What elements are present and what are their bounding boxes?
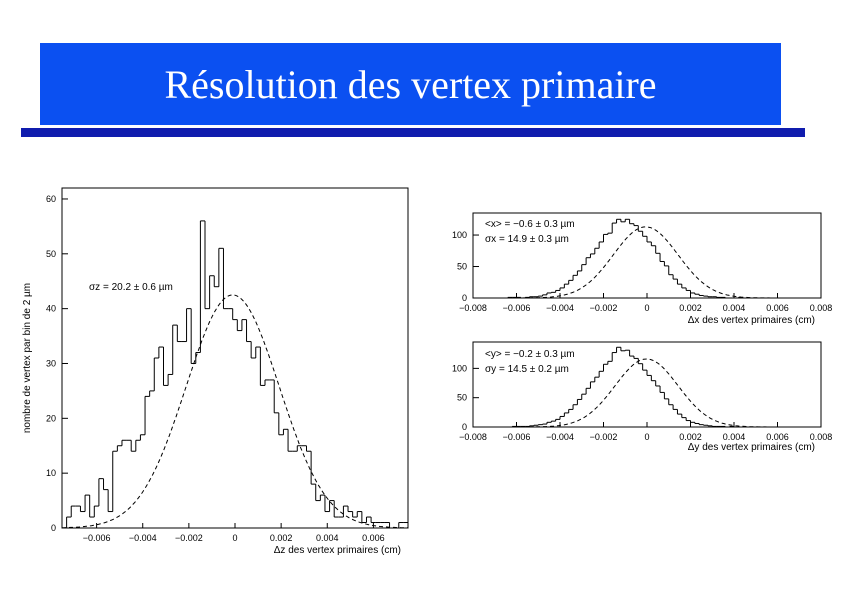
plot-frame <box>62 188 408 528</box>
sigma-y-annotation: σy = 14.5 ± 0.2 µm <box>485 364 569 375</box>
sigma-x-annotation: σx = 14.9 ± 0.3 µm <box>485 234 569 245</box>
y-tick-label: 0 <box>50 523 56 533</box>
x-tick-label: −0.006 <box>502 303 531 313</box>
x-tick-label: 0 <box>232 533 238 543</box>
y-axis-label: nombre de vertex par bin de 2 µm <box>22 282 33 434</box>
mean-y-annotation: <y> = −0.2 ± 0.3 µm <box>485 349 575 360</box>
x-tick-label: 0.004 <box>722 432 746 442</box>
x-tick-label: −0.004 <box>546 432 574 442</box>
y-tick-label: 40 <box>45 303 56 314</box>
x-axis-label: Δx des vertex primaires (cm) <box>687 315 815 326</box>
y-tick-label: 50 <box>456 392 467 403</box>
x-tick-label: 0.002 <box>269 533 293 543</box>
x-tick-label: −0.006 <box>502 432 531 442</box>
x-axis-label: Δy des vertex primaires (cm) <box>687 442 815 453</box>
x-tick-label: 0 <box>644 432 650 442</box>
x-tick-label: −0.002 <box>589 303 618 313</box>
sigma-z-annotation: σz = 20.2 ± 0.6 µm <box>89 282 173 293</box>
y-tick-label: 100 <box>451 230 467 241</box>
x-axis-label: Δz des vertex primaires (cm) <box>273 545 401 556</box>
x-tick-label: −0.002 <box>589 432 618 442</box>
x-tick-label: 0.006 <box>766 303 789 313</box>
x-tick-label: −0.004 <box>128 533 157 543</box>
x-tick-label: 0.004 <box>722 303 746 313</box>
y-tick-label: 10 <box>45 468 56 479</box>
y-tick-label: 30 <box>45 358 56 369</box>
x-tick-label: −0.008 <box>459 432 487 442</box>
y-tick-label: 20 <box>45 413 56 424</box>
x-tick-label: 0.008 <box>809 432 833 442</box>
x-tick-label: −0.004 <box>546 303 574 313</box>
x-tick-label: 0.004 <box>316 533 339 543</box>
histogram-dy-svg <box>440 335 833 455</box>
title-underline <box>21 128 805 137</box>
y-tick-label: 50 <box>45 248 56 259</box>
y-tick-label: 0 <box>461 293 467 303</box>
x-tick-label: 0.006 <box>766 432 789 442</box>
x-tick-label: 0.008 <box>809 303 833 313</box>
x-tick-label: −0.008 <box>459 303 487 313</box>
x-tick-label: 0.006 <box>362 533 385 543</box>
y-tick-label: 50 <box>456 261 467 272</box>
histogram-dx <box>440 203 833 328</box>
x-tick-label: 0 <box>644 303 650 313</box>
y-tick-label: 0 <box>461 422 467 432</box>
histogram-dz-svg <box>14 182 410 560</box>
x-tick-label: −0.006 <box>82 533 111 543</box>
y-tick-label: 100 <box>451 363 467 374</box>
histogram-dx-svg <box>440 203 833 328</box>
x-tick-label: −0.002 <box>174 533 203 543</box>
x-tick-label: 0.002 <box>679 303 702 313</box>
gaussian-fit-curve <box>62 295 408 528</box>
histogram-dz <box>14 182 410 560</box>
x-tick-label: 0.002 <box>679 432 702 442</box>
slide-title: Résolution des vertex primaire <box>164 61 657 107</box>
histogram-dy <box>440 335 833 455</box>
mean-x-annotation: <x> = −0.6 ± 0.3 µm <box>485 219 575 230</box>
y-tick-label: 60 <box>45 193 56 204</box>
